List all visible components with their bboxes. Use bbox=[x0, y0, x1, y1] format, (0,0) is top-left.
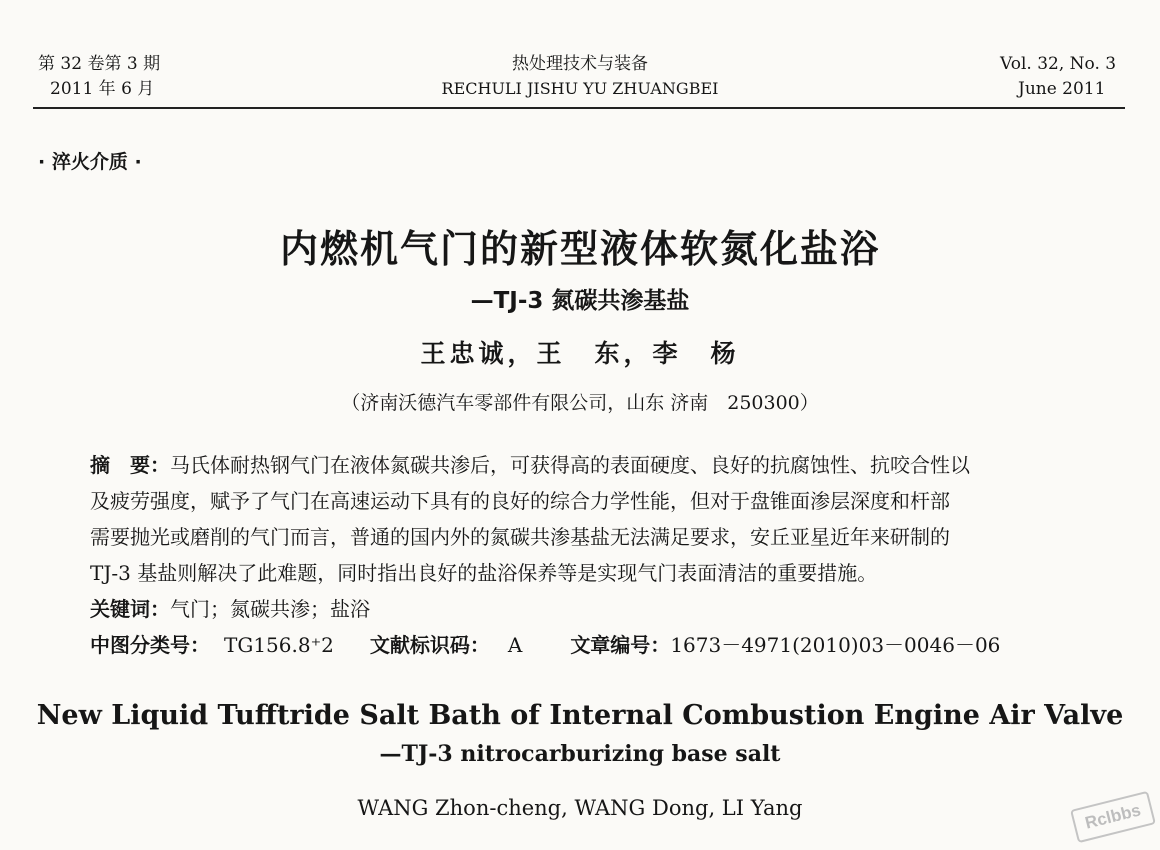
abstract-label: 摘 要： bbox=[90, 453, 170, 477]
date-cn: 2011 年 6 月 bbox=[50, 79, 155, 99]
date-en: June 2011 bbox=[1018, 79, 1106, 99]
title-en: New Liquid Tufftride Salt Bath of Internal Combustion Engine Air Valve bbox=[36, 700, 1124, 731]
abstract-line-1: 马氏体耐热钢气门在液体氮碳共渗后，可获得高的表面硬度、良好的抗腐蚀性、抗咬合性以 bbox=[170, 453, 970, 477]
section-tag: · 淬火介质 · bbox=[38, 151, 142, 173]
abstract-line-4: TJ-3 基盐则解决了此难题，同时指出良好的盐浴保养等是实现气门表面清洁的重要措施。 bbox=[90, 561, 878, 585]
affiliation-cn: （济南沃德汽车零部件有限公司，山东 济南 250300） bbox=[341, 392, 819, 414]
article-number-label: 文章编号： bbox=[570, 633, 671, 657]
abstract-line-2: 及疲劳强度，赋予了气门在高速运动下具有的良好的综合力学性能，但对于盘锥面渗层深度和杆部 bbox=[90, 489, 950, 513]
keywords-value: 气门；氮碳共渗；盐浴 bbox=[170, 597, 370, 621]
journal-name-pinyin: RECHULI JISHU YU ZHUANGBEI bbox=[441, 79, 719, 98]
abstract-line-3: 需要抛光或磨削的气门而言，普通的国内外的氮碳共渗基盐无法满足要求，安丘亚星近年来研制的 bbox=[90, 525, 950, 549]
abstract bbox=[90, 447, 1090, 663]
header-rule bbox=[33, 107, 1125, 109]
volume-issue-cn: 第 32 卷第 3 期 bbox=[38, 54, 161, 74]
keywords-label: 关键词： bbox=[90, 597, 170, 621]
authors-en: WANG Zhon-cheng, WANG Dong, LI Yang bbox=[357, 796, 803, 820]
article-number-value: 1673－4971(2010)03－0046－06 bbox=[670, 633, 1001, 657]
subtitle-en: —TJ-3 nitrocarburizing base salt bbox=[379, 741, 781, 767]
doc-code-value: A bbox=[507, 633, 523, 657]
clc-label: 中图分类号： bbox=[90, 633, 210, 657]
journal-name-cn: 热处理技术与装备 bbox=[512, 54, 648, 74]
title-cn: 内燃机气门的新型液体软氮化盐浴 bbox=[279, 227, 880, 271]
clc-value: TG156.8⁺2 bbox=[224, 633, 334, 657]
doc-code-label: 文献标识码： bbox=[369, 633, 490, 657]
watermark-stamp: Rclbbs bbox=[1070, 791, 1156, 843]
subtitle-cn: —TJ-3 氮碳共渗基盐 bbox=[470, 288, 690, 314]
volume-issue-en: Vol. 32, No. 3 bbox=[1000, 54, 1117, 74]
authors-cn: 王忠诚，王 东，李 杨 bbox=[420, 339, 740, 368]
